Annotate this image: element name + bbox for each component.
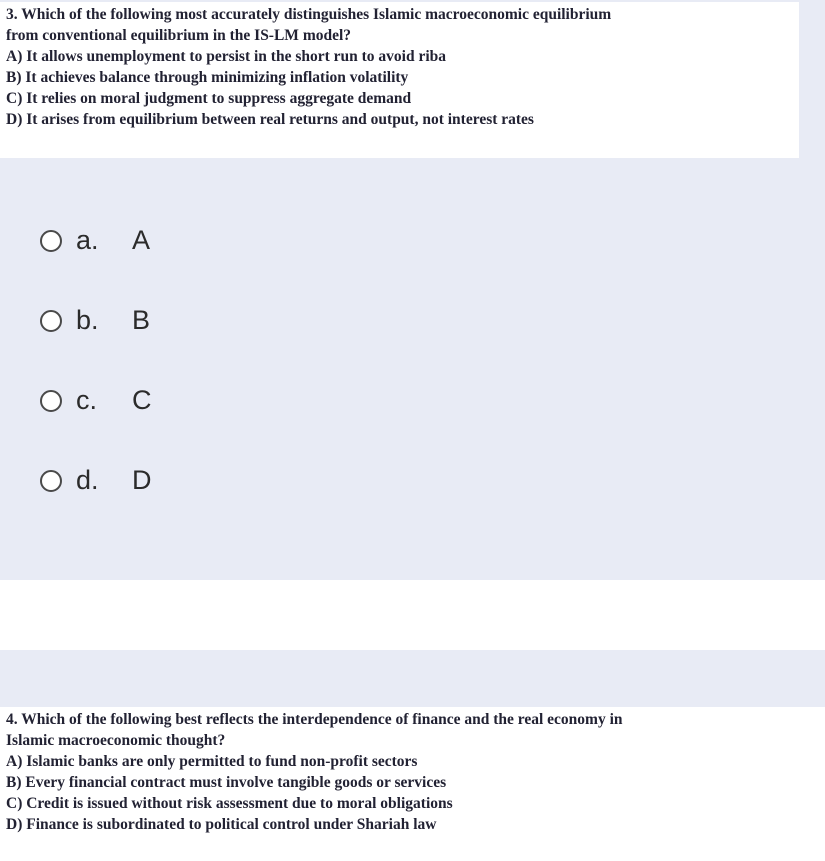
- option-label: A: [132, 225, 151, 255]
- radio-button[interactable]: [40, 310, 62, 332]
- answer-option-a[interactable]: [40, 225, 150, 256]
- answer-option-b[interactable]: [40, 305, 150, 336]
- radio-button[interactable]: [40, 470, 62, 492]
- option-label: C: [132, 385, 152, 415]
- radio-button[interactable]: [40, 390, 62, 412]
- question-3-line: from conventional equilibrium in the IS-LM model?: [6, 27, 352, 44]
- question-3-option-a-text: A) It allows unemployment to persist in the short run to avoid riba: [6, 48, 447, 65]
- option-label: B: [132, 305, 151, 335]
- question-4-text-box: [0, 707, 825, 861]
- answer-option-d[interactable]: [40, 465, 152, 496]
- question-3-option-c-text: C) It relies on moral judgment to suppress aggregate demand: [6, 90, 412, 107]
- question-3-option-d-text: D) It arises from equilibrium between real returns and output, not interest rates: [6, 111, 534, 128]
- option-letter: a.: [76, 225, 99, 255]
- question-3-line: 3. Which of the following most accurately distinguishes Islamic macroeconomic equilibrium: [6, 6, 612, 23]
- option-label: D: [132, 465, 152, 495]
- question-4-option-d-text: D) Finance is subordinated to political control under Shariah law: [6, 816, 437, 833]
- question-4-option-b-text: B) Every financial contract must involve tangible goods or services: [6, 774, 447, 791]
- question-4-line: Islamic macroeconomic thought?: [6, 732, 226, 749]
- question-4-option-c-text: C) Credit is issued without risk assessment due to moral obligations: [6, 795, 453, 812]
- answer-option-c[interactable]: [40, 385, 152, 416]
- question-3-option-b-text: B) It achieves balance through minimizing inflation volatility: [6, 69, 409, 86]
- question-4-line: 4. Which of the following best reflects the interdependence of finance and the real economy in: [6, 711, 623, 728]
- question-4-option-a-text: A) Islamic banks are only permitted to fund non-profit sectors: [6, 753, 418, 770]
- option-letter: d.: [76, 465, 99, 495]
- option-letter: b.: [76, 305, 99, 335]
- option-letter: c.: [76, 385, 98, 415]
- question-3-text-box: [0, 2, 799, 158]
- question-separator: [0, 580, 825, 650]
- radio-button[interactable]: [40, 230, 62, 252]
